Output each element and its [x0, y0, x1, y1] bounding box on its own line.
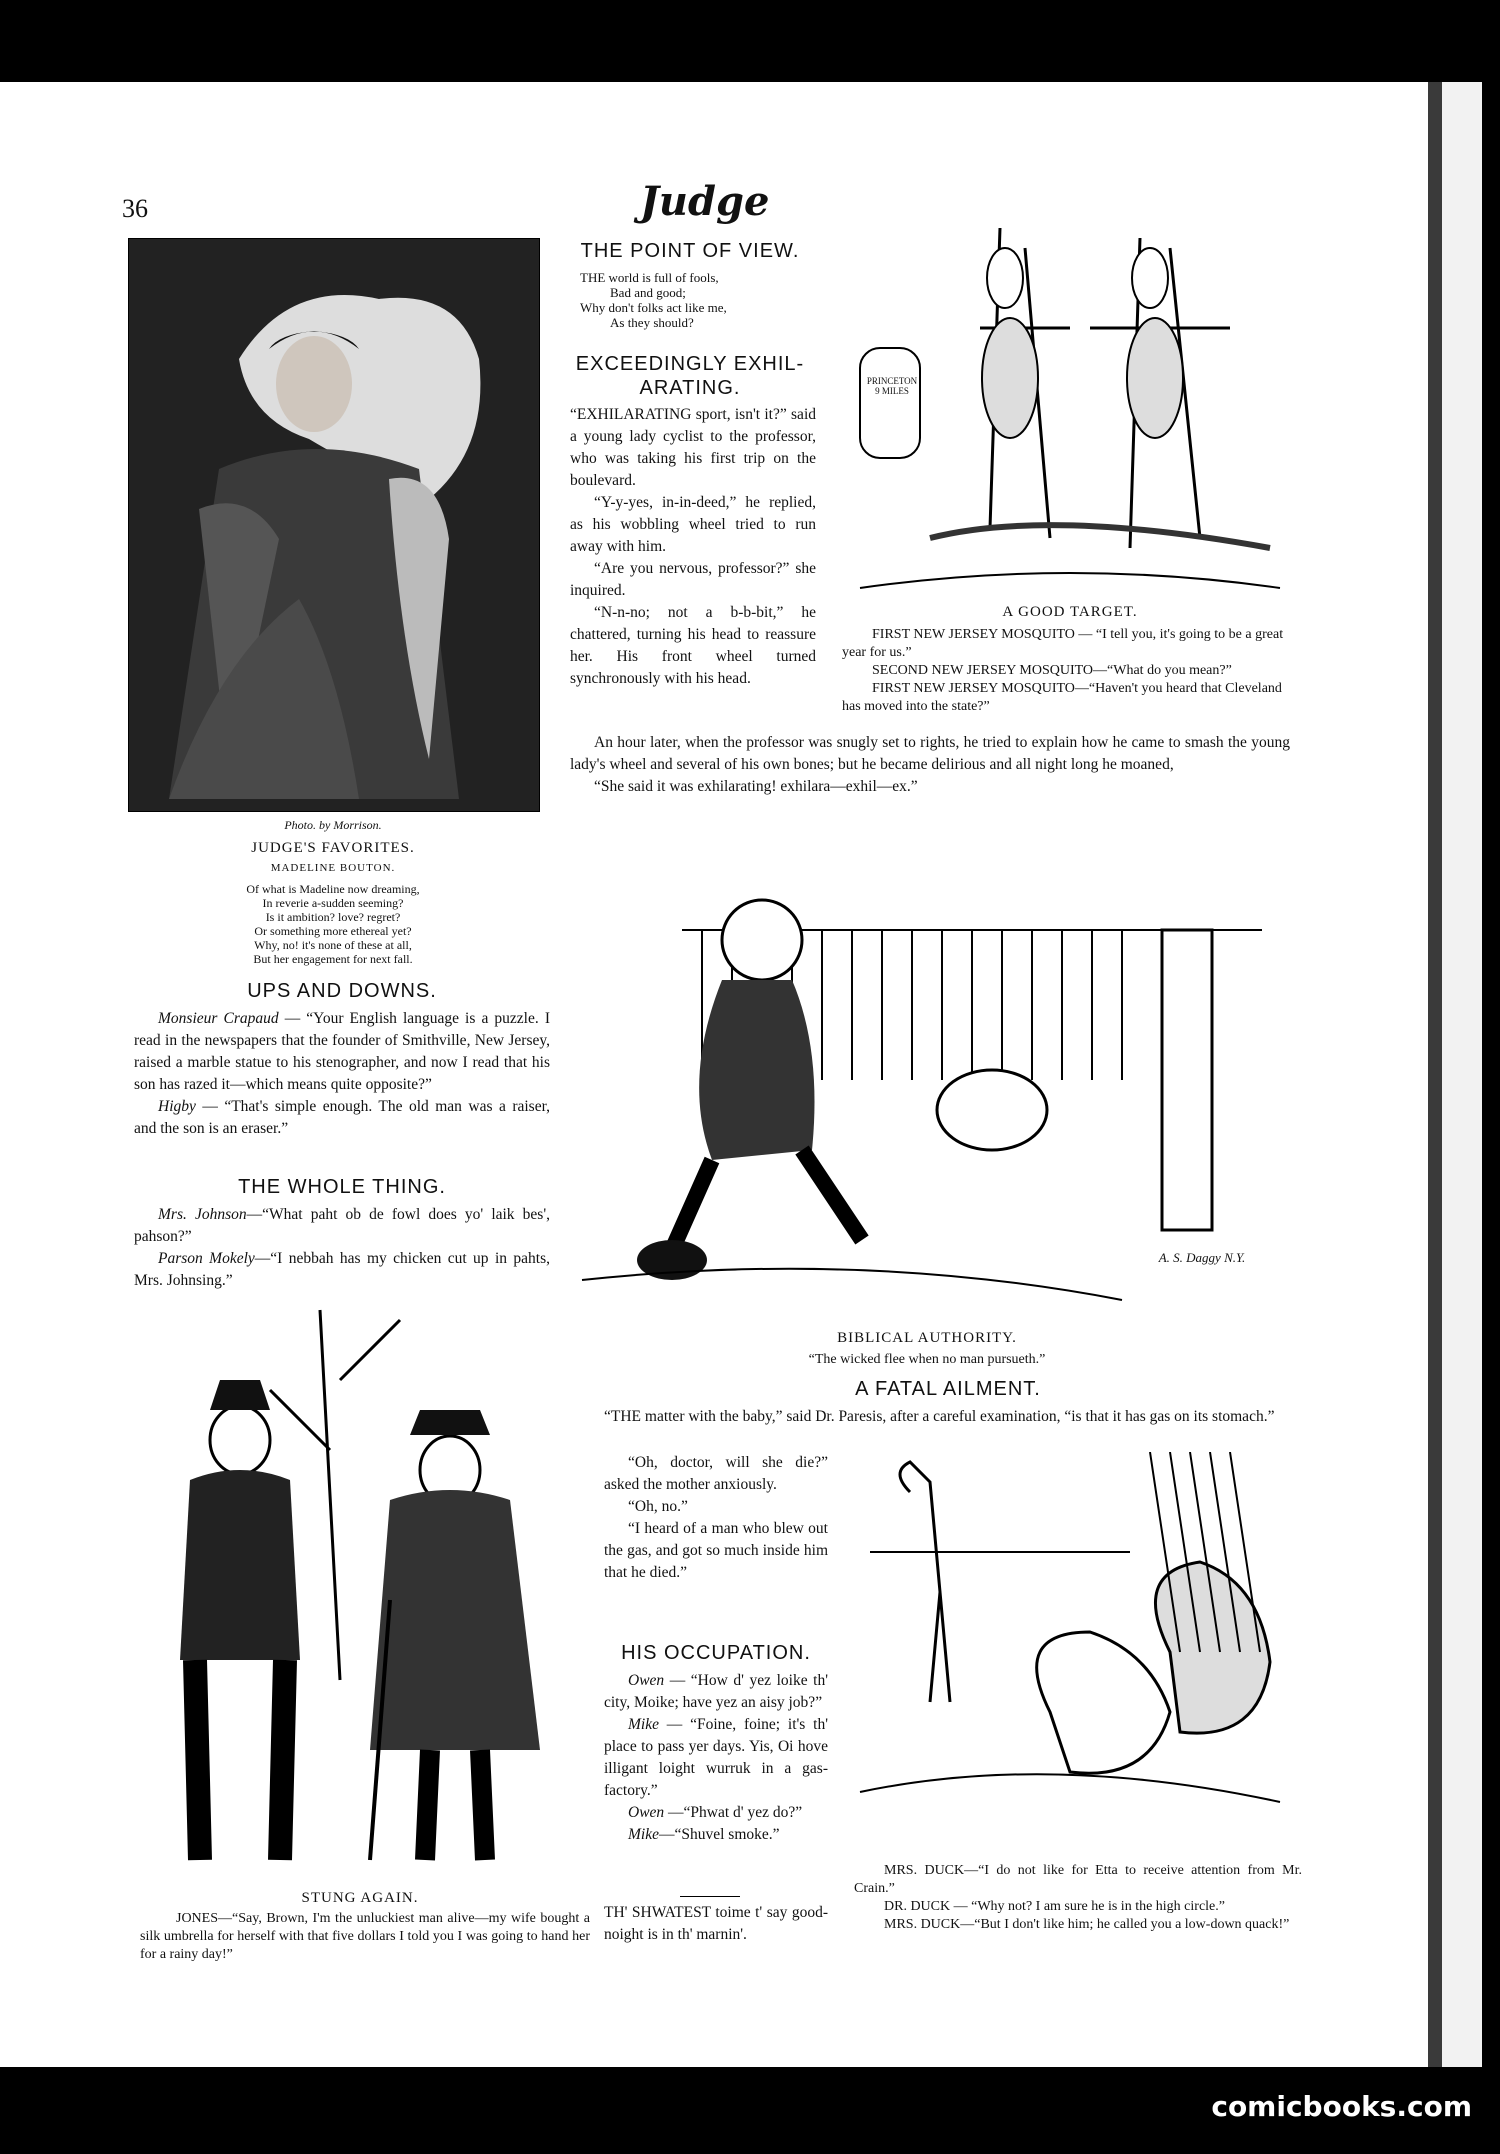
divider: [680, 1896, 740, 1897]
dialogue-line: FIRST NEW JERSEY MOSQUITO—“Haven't you heard that Cleveland has moved into the state?”: [842, 681, 1282, 714]
mosquito-cartoon: [850, 208, 1290, 603]
poem-line: Of what is Madeline now dreaming,: [246, 882, 420, 896]
photo-subtitle: MADELINE BOUTON.: [270, 862, 396, 874]
speaker-name: Mike: [628, 1716, 659, 1733]
story-paragraph: “N-n-no; not a b-b-bit,” he chattered, turning his head to reassure her. His front wheel turned synchronously with his head.: [570, 604, 816, 687]
point-of-view-title: THE POINT OF VIEW.: [580, 240, 800, 262]
speaker-name: JONES: [176, 1911, 219, 1926]
biblical-title: BIBLICAL AUTHORITY.: [837, 1330, 1017, 1346]
story-paragraph: “I heard of a man who blew out the gas, and got so much inside him that he died.”: [604, 1520, 828, 1581]
story-paragraph: “Oh, no.”: [628, 1498, 688, 1515]
portrait-photo: [128, 238, 540, 812]
speaker-name: Owen: [628, 1672, 665, 1689]
speaker-name: MRS. DUCK: [884, 1917, 961, 1932]
speaker-name: MRS. DUCK: [884, 1863, 965, 1878]
story-paragraph: “She said it was exhilarating! exhilara—exhil—ex.”: [594, 778, 918, 795]
dialogue-text: —“But I don't like him; he called you a low-down quack!”: [960, 1917, 1290, 1932]
fatal-ailment-lead: [604, 1406, 1292, 1428]
good-target-dialogue: [842, 626, 1290, 716]
next-page-edge: [1442, 82, 1482, 2067]
dialogue-text: —“Phwat d' yez do?”: [664, 1804, 803, 1821]
dialogue-text: —“Say, Brown, I'm the unluckiest man alive—my wife bought a silk umbrella for herself with that five dollars I told you I was going to hand her for a rainy day!”: [140, 1911, 590, 1962]
point-of-view-poem: [580, 270, 830, 330]
speaker-name: Monsieur Crapaud: [158, 1010, 279, 1027]
occupation-story: [604, 1670, 828, 1846]
stung-dialogue: [140, 1910, 590, 1964]
dialogue-text: — “How d' yez loike th' city, Moike; have yez an aisy job?”: [604, 1672, 828, 1711]
story-paragraph: TH' SHWATEST toime t' say good-noight is in th' marnin'.: [604, 1904, 828, 1943]
artist-signature: A. S. Daggy N.Y.: [1158, 1250, 1246, 1265]
photo-title: JUDGE'S FAVORITES.: [251, 840, 415, 856]
story-paragraph: “EXHILARATING sport, isn't it?” said a young lady cyclist to the professor, who was taking his first trip on the boulevard.: [570, 406, 816, 489]
poem-line: But her engagement for next fall.: [253, 952, 413, 966]
site-watermark: comicbooks.com: [1211, 2090, 1472, 2123]
poem-line: THE world is full of fools,: [580, 270, 719, 285]
biblical-caption: “The wicked flee when no man pursueth.”: [808, 1352, 1046, 1367]
speaker-name: Mike: [628, 1826, 659, 1843]
ducks-dialogue: [854, 1862, 1302, 1934]
poem-line: Or something more ethereal yet?: [254, 924, 412, 938]
dialogue-line: FIRST NEW JERSEY MOSQUITO — “I tell you, it's going to be a great year for us.”: [842, 627, 1284, 660]
ups-downs-title: UPS AND DOWNS.: [247, 980, 437, 1002]
dialogue-text: — “That's simple enough. The old man was a raiser, and the son is an eraser.”: [134, 1098, 550, 1137]
speaker-name: Parson Mokely: [158, 1250, 255, 1267]
poem-line: Is it ambition? love? regret?: [265, 910, 401, 924]
speaker-name: Owen: [628, 1804, 665, 1821]
poem-line: As they should?: [610, 315, 694, 330]
exhilarating-title: EXCEEDINGLY EXHIL-ARATING.: [575, 353, 805, 399]
fatal-ailment-title: A FATAL AILMENT.: [855, 1378, 1041, 1400]
story-paragraph: “THE matter with the baby,” said Dr. Paresis, after a careful examination, “is that it has gas on its stomach.”: [604, 1408, 1275, 1425]
photo-poem: [128, 882, 538, 966]
dialogue-text: —“I do not like for Etta to receive attention from Mr. Crain.”: [854, 1863, 1302, 1896]
dialogue-text: — “Your English language is a puzzle. I read in the newspapers that the founder of Smithville, New Jersey, raised a marble statue to his stenographer, and now I read that his son has razed it—which means quite opposite?”: [134, 1010, 550, 1093]
fatal-ailment-story: [604, 1452, 828, 1584]
photo-credit: Photo. by Morrison.: [284, 818, 382, 832]
good-target-title: A GOOD TARGET.: [1002, 604, 1138, 620]
dialogue-text: — “Foine, foine; it's th' place to pass yer days. Yis, Oi hove illigant loight wurruk in a gas-factory.”: [604, 1716, 828, 1799]
fleeing-man-cartoon: [562, 830, 1292, 1330]
speaker-name: Higby: [158, 1098, 196, 1115]
ducks-cartoon: [850, 1452, 1290, 1842]
dialogue-text: —“Shuvel smoke.”: [658, 1826, 780, 1843]
occupation-title: HIS OCCUPATION.: [621, 1642, 811, 1664]
page-number: 36: [122, 194, 148, 223]
milestone-sign: PRINCETON 9 MILES: [866, 376, 918, 396]
dialogue-text: —“What paht ob de fowl does yo' laik bes', pahson?”: [134, 1206, 551, 1245]
dialogue-text: — “Why not? I am sure he is in the high circle.”: [950, 1899, 1225, 1914]
poem-line: In reverie a-sudden seeming?: [262, 896, 404, 910]
masthead: Judge: [640, 178, 770, 225]
story-paragraph: “Are you nervous, professor?” she inquired.: [570, 560, 816, 599]
page-spine: [1428, 82, 1442, 2067]
whole-thing-story: [134, 1204, 550, 1292]
story-paragraph: An hour later, when the professor was snugly set to rights, he tried to explain how he came to smash the young lady's wheel and several of his own bones; but he became delirious and all night long he moaned,: [570, 734, 1290, 773]
ups-downs-story: [134, 1008, 550, 1140]
two-gentlemen-cartoon: [140, 1300, 580, 1880]
dialogue-text: —“I nebbah has my chicken cut up in pahts, Mrs. Johnsing.”: [134, 1250, 550, 1289]
story-paragraph: “Oh, doctor, will she die?” asked the mother anxiously.: [604, 1454, 828, 1493]
speaker-name: Mrs. Johnson: [158, 1206, 247, 1223]
poem-line: Why don't folks act like me,: [580, 300, 727, 315]
exhilarating-story: [570, 404, 816, 690]
poem-line: Why, no! it's none of these at all,: [254, 938, 412, 952]
closing-quip: [604, 1902, 828, 1946]
dialogue-line: SECOND NEW JERSEY MOSQUITO—“What do you mean?”: [872, 663, 1232, 678]
speaker-name: DR. DUCK: [884, 1899, 951, 1914]
poem-line: Bad and good;: [610, 285, 686, 300]
whole-thing-title: THE WHOLE THING.: [238, 1176, 446, 1198]
stung-title: STUNG AGAIN.: [301, 1890, 419, 1906]
story-paragraph: “Y-y-yes, in-in-deed,” he replied, as his wobbling wheel tried to run away with him.: [570, 494, 816, 555]
exhilarating-conclusion: [570, 732, 1290, 798]
